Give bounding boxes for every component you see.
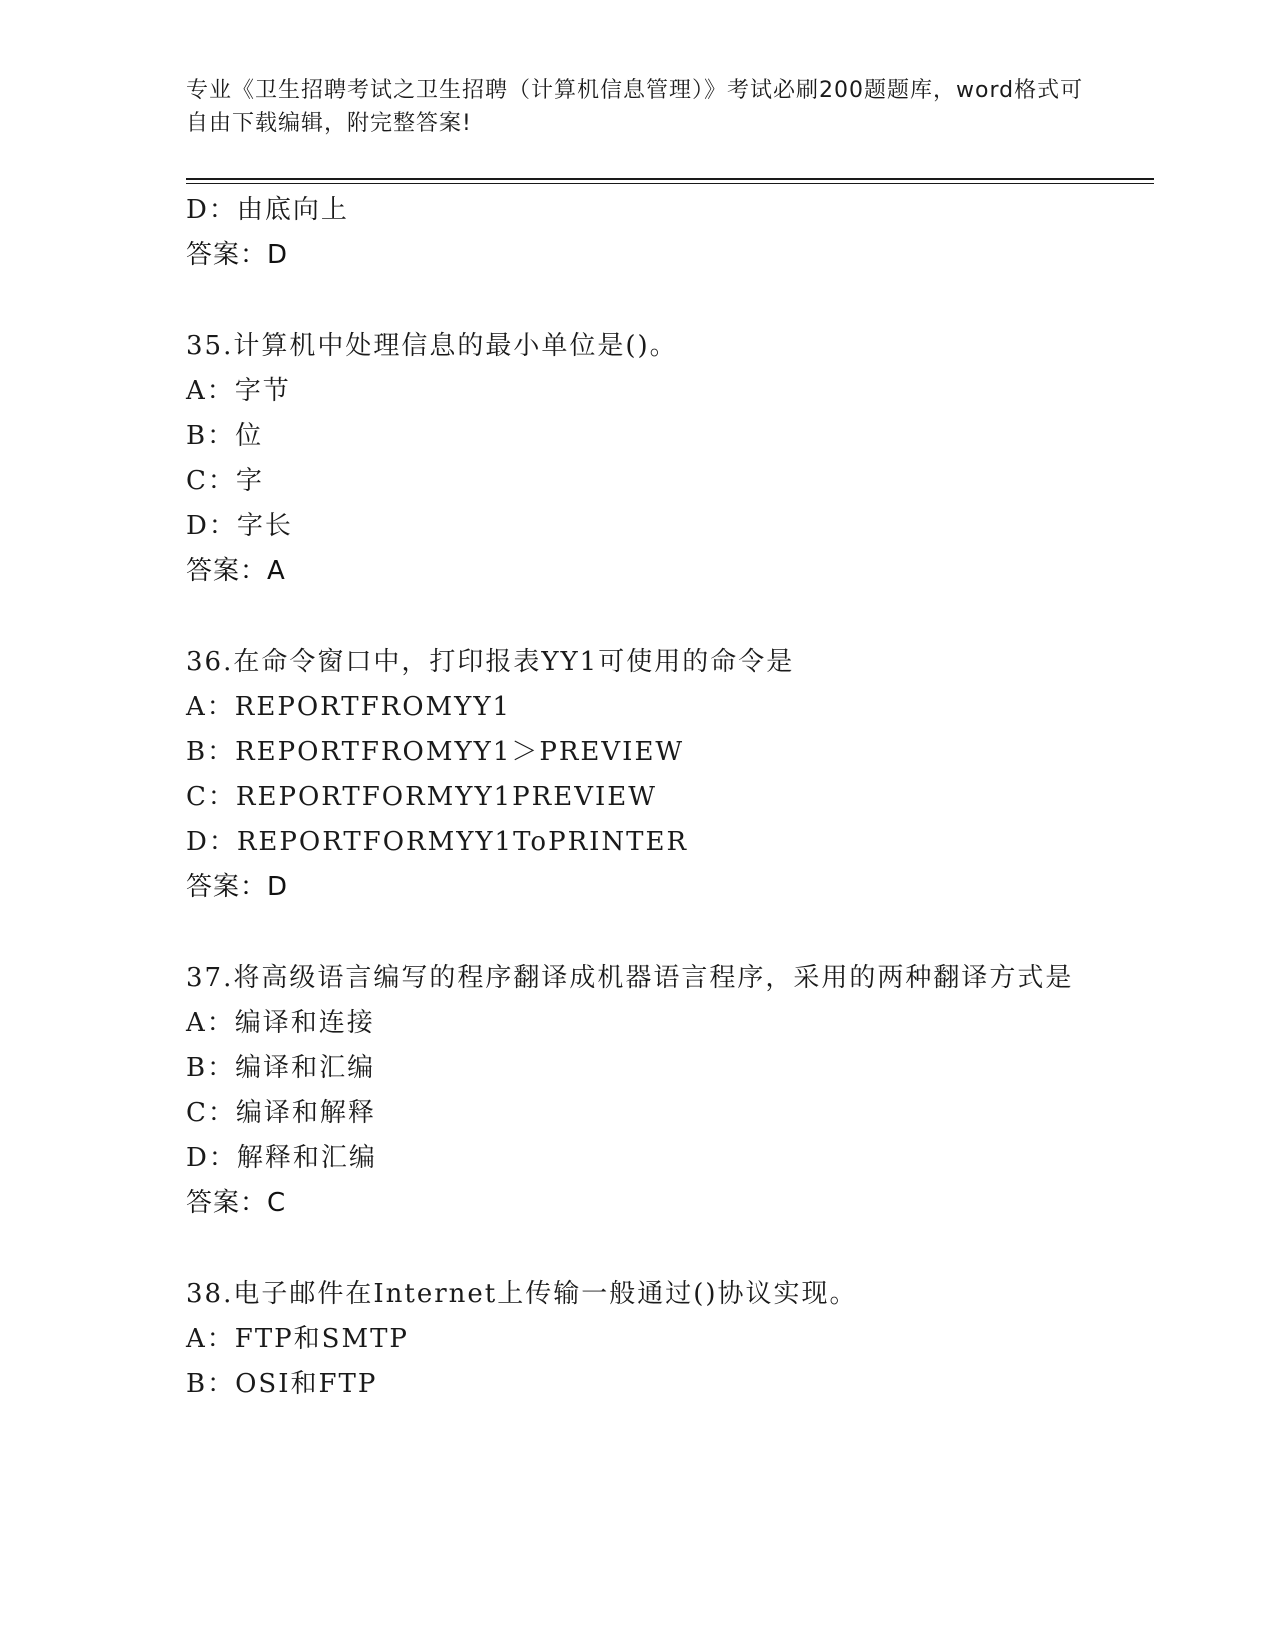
question-answer: 答案：A <box>186 556 286 586</box>
document-body <box>186 188 1086 1407</box>
question-35 <box>186 324 1086 594</box>
option-a: A：编译和连接 <box>186 1008 375 1038</box>
prev-question-answer: 答案：D <box>186 240 289 270</box>
question-37 <box>186 956 1086 1226</box>
option-b: B：REPORTFROMYY1＞PREVIEW <box>186 737 685 767</box>
option-c: C：编译和解释 <box>186 1098 376 1128</box>
header-divider-thin <box>186 183 1154 184</box>
header-divider-thick <box>186 178 1154 180</box>
document-header: 专业《卫生招聘考试之卫生招聘（计算机信息管理）》考试必刷200题题库，word格式可自由下载编辑，附完整答案! <box>186 78 1084 136</box>
question-title: 35.计算机中处理信息的最小单位是()。 <box>186 331 678 361</box>
question-answer: 答案：D <box>186 872 289 902</box>
prev-question-option-d: D：由底向上 <box>186 195 349 225</box>
question-answer: 答案：C <box>186 1188 287 1218</box>
option-b: B：编译和汇编 <box>186 1053 376 1083</box>
option-b: B：OSI和FTP <box>186 1369 378 1399</box>
option-d: D：字长 <box>186 511 293 541</box>
question-36 <box>186 640 1086 910</box>
question-title: 36.在命令窗口中，打印报表YY1可使用的命令是 <box>186 647 795 677</box>
option-a: A：字节 <box>186 376 291 406</box>
option-c: C：字 <box>186 466 264 496</box>
option-c: C：REPORTFORMYY1PREVIEW <box>186 782 657 812</box>
question-38 <box>186 1272 1086 1407</box>
option-b: B：位 <box>186 421 264 451</box>
option-a: A：FTP和SMTP <box>186 1324 409 1354</box>
option-d: D：解释和汇编 <box>186 1143 377 1173</box>
option-a: A：REPORTFROMYY1 <box>186 692 512 722</box>
option-d: D：REPORTFORMYY1ToPRINTER <box>186 827 689 857</box>
question-title: 38.电子邮件在Internet上传输一般通过()协议实现。 <box>186 1279 858 1309</box>
question-title: 37.将高级语言编写的程序翻译成机器语言程序，采用的两种翻译方式是 <box>186 963 1074 993</box>
